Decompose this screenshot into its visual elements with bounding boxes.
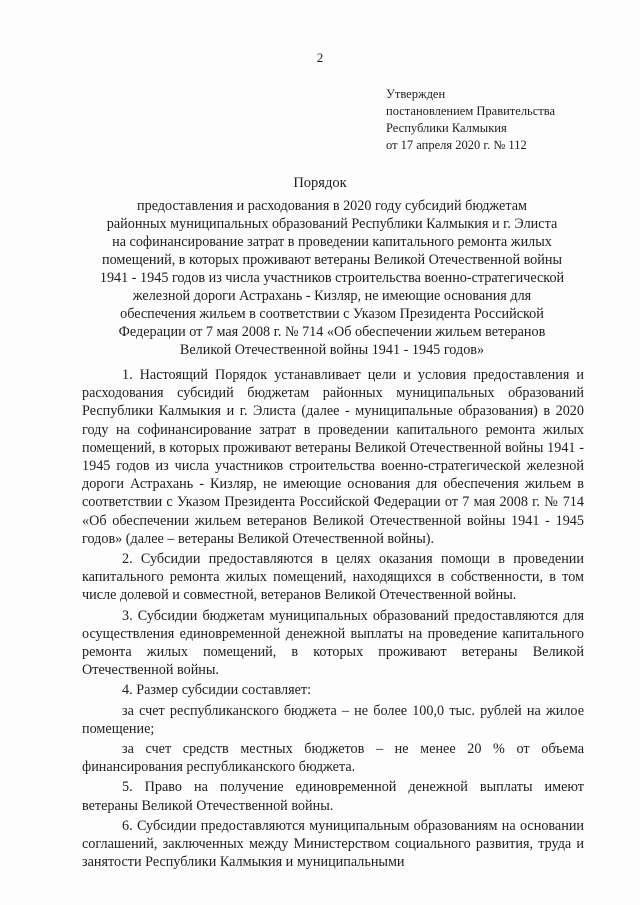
subtitle-line: предоставления и расходования в 2020 году субсидий бюджетам: [137, 198, 527, 214]
paragraph-2: 2. Субсидии предоставляются в целях оказания помощи в проведении капитального ремонта жилых помещений, находящихся в собственности, в том числе долевой и совместной, ветеранов Великой Отечественной войны.: [82, 551, 584, 604]
approval-line: от 17 апреля 2020 г. № 112: [386, 138, 527, 152]
paragraph-3: 3. Субсидии бюджетам муниципальных образований предоставляются для осуществления единовременной денежной выплаты на проведение капитального ремонта жилых помещений, в которых проживают ветераны Великой Отечественной войны.: [82, 607, 584, 679]
paragraph-6: 6. Субсидии предоставляются муниципальным образованиям на основании соглашений, заключенных между Министерством социального развития, труда и занятости Республики Калмыкия и муниципальными: [82, 817, 584, 871]
document-body: [82, 366, 584, 873]
paragraph-5: 5. Право на получение единовременной денежной выплаты имеют ветераны Великой Отечественной войны.: [82, 779, 584, 814]
subtitle-line: районных муниципальных образований Республики Калмыкия и г. Элиста: [106, 216, 558, 232]
approval-line: Утвержден: [386, 87, 446, 101]
approval-line: постановлением Правительства: [386, 104, 556, 118]
page-number: 2: [316, 50, 324, 65]
paragraph-4-item-1: за счет республиканского бюджета – не более 100,0 тыс. рублей на жилое помещение;: [82, 702, 584, 737]
document-subtitle: [82, 197, 582, 359]
document-title: Порядок: [293, 175, 347, 191]
paragraph-4: 4. Размер субсидии составляет:: [122, 682, 312, 699]
subtitle-line: на софинансирование затрат в проведении капитального ремонта жилых: [112, 234, 552, 250]
paragraph-1: 1. Настоящий Порядок устанавливает цели и условия предоставления и расходования субсидий бюджетам районных муниципальных образований Республики Калмыкия и г. Элиста (далее - муниципальные образования) в 2020 году на софинансирование затрат в проведении капитального ремонта жилых помещений, в которых проживают ветераны Великой Отечественной войны 1941 - 1945 годов из числа участников строительства военно-стратегической железной дороги Астрахань - Кизляр, не имеющие основания для обеспечения жильем в соответствии с Указом Президента Российской Федерации от 7 мая 2008 г. № 714 «Об обеспечении жильем ветеранов Великой Отечественной войны 1941 - 1945 годов» (далее – ветераны Великой Отечественной войны).: [82, 367, 584, 547]
subtitle-line: 1941 - 1945 годов из числа участников строительства военно-стратегической: [99, 270, 565, 286]
approval-stamp-block: [386, 86, 555, 154]
subtitle-line: Великой Отечественной войны 1941 - 1945 годов»: [179, 342, 485, 358]
subtitle-line: помещений, в которых проживают ветераны Великой Отечественной войны: [102, 252, 562, 268]
subtitle-line: железной дороги Астрахань - Кизляр, не имеющие основания для: [132, 288, 532, 304]
approval-line: Республики Калмыкия: [386, 121, 507, 135]
subtitle-line: обеспечения жильем в соответствии с Указом Президента Российской: [120, 306, 544, 322]
subtitle-line: Федерации от 7 мая 2008 г. № 714 «Об обеспечении жильем ветеранов: [118, 324, 546, 340]
paragraph-4-item-2: за счет средств местных бюджетов – не менее 20 % от объема финансирования республиканского бюджета.: [82, 741, 584, 776]
